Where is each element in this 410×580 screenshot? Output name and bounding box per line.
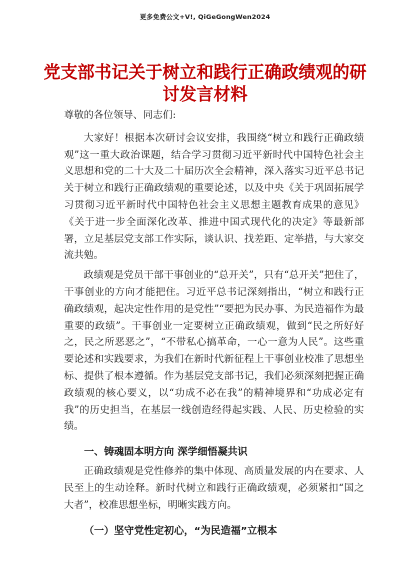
header-watermark: 更多免费公文+V!, QiGeGongWen2024 xyxy=(139,13,271,21)
subsection-heading-1: （一）坚守党性定初心，“为民造福”立根本 xyxy=(84,526,278,538)
paragraph-performance-view: 政绩观是党员干部干事创业的“总开关”，只有“总开关”把住了，干事创业的方向才能把住。习近平总书记深刻指出，“树立和践行正确政绩观，起决定性作用的是党性”“要把为民办事、为民造福作为最重要的政绩”。干事创业一定要树立正确政绩观，做到“民之所好好之，民之所恶恶之”，“不带私心搞革命，一心一意为人民”。这些重要论述和实践要求，为我们在新时代新征程上干事创业校准了思想坐标、提供了根本遵循。作为基层党支部书记，我们必须深刻把握正确政绩观的核心要义，以“功成不必在我”的精神境界和“功成必定有我”的历史担当，在基层一线创造经得起实践、人民、历史检验的实绩。 xyxy=(64,270,364,433)
section-1-paragraph: 正确政绩观是党性修养的集中体现、高质量发展的内在要求、人民至上的生动诠释。新时代树立和践行正确政绩观，必须紧扣“国之大者”，校准思想坐标，明晰实践方向。 xyxy=(64,465,364,511)
document-title: 党支部书记关于树立和践行正确政绩观的研讨发言材料 xyxy=(43,63,367,105)
paragraph-intro: 大家好！根据本次研讨会议安排，我围绕“树立和践行正确政绩观”这一重大政治课题，结合学习贯彻习近平新时代中国特色社会主义思想和党的二十大及二十届历次全会精神，深入落实习近平总书记关于树立和践行正确政绩观的重要论述，以及中央《关于巩固拓展学习贯彻习近平新时代中国特色社会主义思想主题教育成果的意见》《关于进一步全面深化改革、推进中国式现代化的决定》等最新部署，立足基层党支部工作实际，谈认识、找差距、定举措，与大家交流共勉。 xyxy=(64,132,364,262)
salutation: 尊敬的各位领导、同志们: xyxy=(64,110,176,121)
document-body xyxy=(64,108,364,541)
section-heading-1: 一、铸魂固本明方向 深学细悟凝共识 xyxy=(84,447,248,459)
